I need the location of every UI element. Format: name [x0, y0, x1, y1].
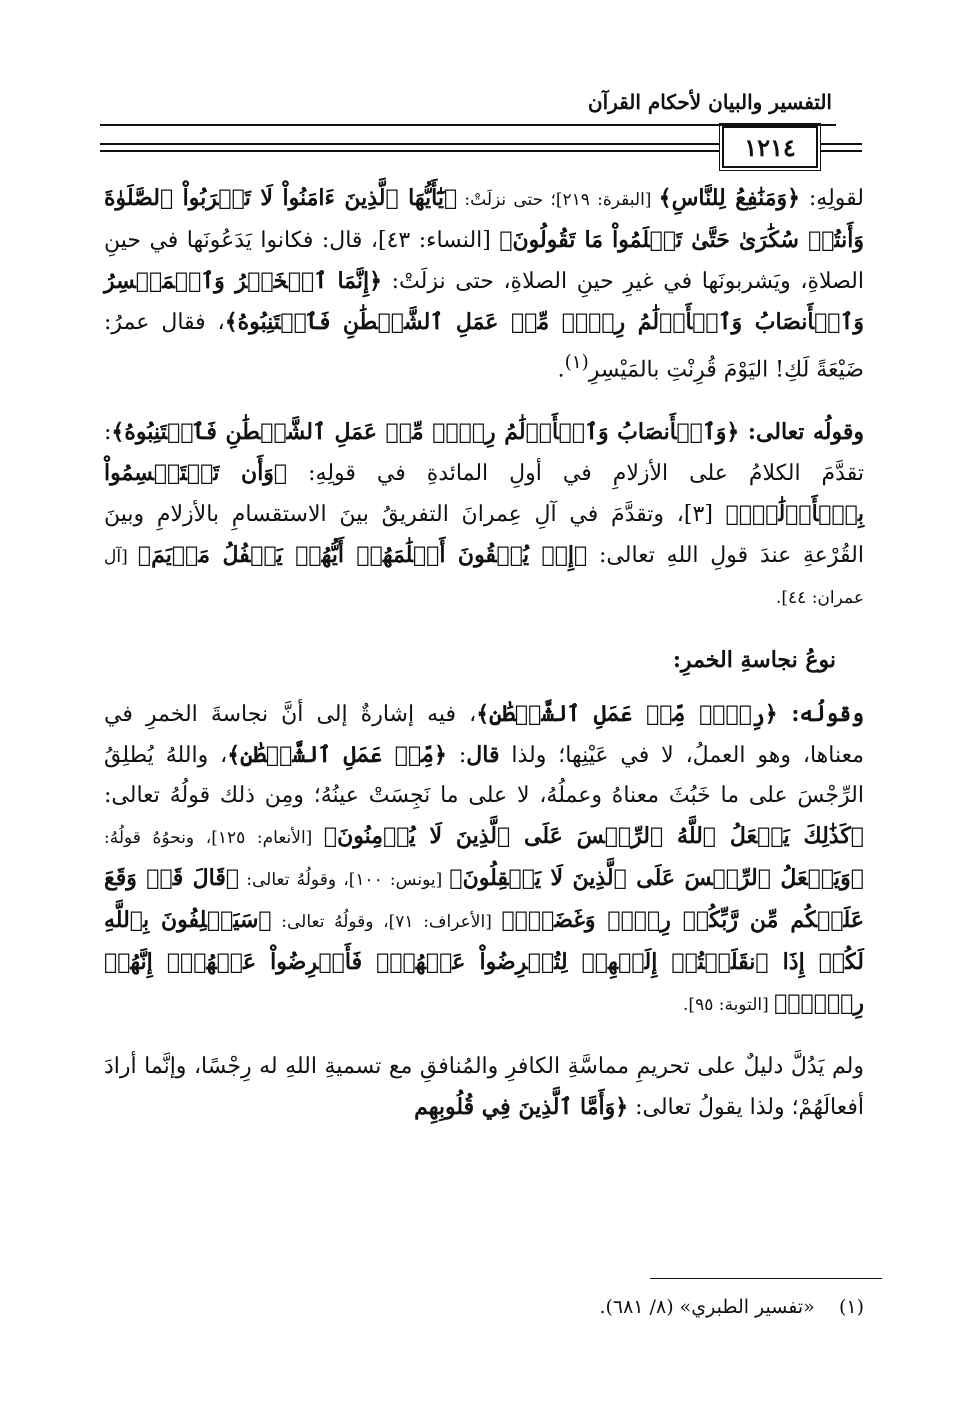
text-run: [النساء: ٤٣]، قال: فكانوا يَدَعُونَها في حينِ الصلاةِ، ويَشربونَها في غيرِ حينِ الصلاةِ، حتى نزلَتْ:: [104, 228, 864, 294]
footnote-text: «تفسير الطبري» (٨/ ٦٨١).: [599, 1296, 815, 1318]
text-run: .: [557, 357, 565, 383]
quran-verse: ﴿مِّنۡ عَمَلِ ٱلشَّيۡطَٰنِ﴾: [227, 742, 447, 769]
quran-verse: ﴿وَٱلۡأَنصَابُ وَٱلۡأَزۡلَٰمُ رِجۡسٞ مِّنۡ عَمَلِ ٱلشَّيۡطَٰنِ فَٱجۡتَنِبُوهُ﴾: [111, 419, 740, 446]
page-number-box: [722, 126, 818, 168]
text-run: ، واللهُ يُطلِقُ الرِّجْسَ على ما خَبُثَ معناهُ وعملُهُ، لا على ما نَجِسَتْ عينُهُ؛ ومِن ذلك قولُهُ تعالى:: [104, 743, 864, 809]
verse-reference: [التوبة: ٩٥].: [683, 995, 775, 1016]
running-header-title: التفسير والبيان لأحكام القرآن: [587, 90, 832, 114]
text-run: لقولِهِ:: [800, 186, 864, 211]
body-paragraph: [104, 694, 864, 1025]
quran-verse: ﴿كَذَٰلِكَ يَجۡعَلُ ٱللَّهُ ٱلرِّجۡسَ عَلَى ٱلَّذِينَ لَا يُؤۡمِنُونَ﴾: [323, 823, 864, 850]
quran-verse: ﴿وَيَجۡعَلُ ٱلرِّجۡسَ عَلَى ٱلَّذِينَ لَا يَعۡقِلُونَ﴾: [449, 865, 865, 892]
text-run: :: [446, 743, 467, 769]
bold-lead: وقولُه:: [777, 701, 864, 728]
header-rule: [100, 150, 720, 152]
body-paragraph: [104, 178, 864, 390]
page-number: ١٢١٤: [744, 132, 796, 162]
header-rule: [820, 143, 862, 145]
header-rule: [100, 143, 720, 145]
text-run: ، فيه إشارةٌ إلى أنَّ نجاسةَ الخمرِ في معناها، وهو العملُ، لا في عَيْنِها؛ ولذا: [104, 702, 865, 769]
footnote-separator: [650, 1278, 882, 1279]
main-text-body: [104, 178, 864, 1150]
quran-verse: ﴿إِنَّمَا ٱلۡخَمۡرُ وَٱلۡمَيۡسِرُ وَٱلۡأَنصَابُ وَٱلۡأَزۡلَٰمُ رِجۡسٞ مِّنۡ عَمَلِ ٱلشَّيۡطَٰنِ فَٱجۡتَنِبُوهُ﴾: [104, 268, 864, 335]
verse-reference: [البقرة: ٢١٩]؛ حتى نزلَتْ:: [457, 190, 659, 210]
quran-verse: ﴿قَالَ قَدۡ وَقَعَ عَلَيۡكُم مِّن رَّبِّكُمۡ رِجۡسٞ وَغَضَبٌۖ﴾: [104, 865, 864, 934]
verse-reference: [آل عمران: ٤٤].: [104, 547, 864, 609]
header-rule: [820, 150, 862, 152]
quran-verse: ﴿يَٰٓأَيُّهَا ٱلَّذِينَ ءَامَنُواْ لَا تَقۡرَبُواْ ٱلصَّلَوٰةَ وَأَنتُمۡ سُكَٰرَىٰ حَتَّىٰ تَعۡلَمُواْ مَا تَقُولُونَ﴾: [104, 185, 864, 253]
body-paragraph: [104, 1047, 864, 1128]
body-paragraph: [104, 412, 864, 618]
verse-reference: [يونس: ١٠٠]، وقولُهُ تعالى:: [239, 870, 450, 891]
footnote-marker: (١): [838, 1296, 864, 1318]
footnote-reference: (١): [564, 352, 589, 373]
text-run: ولم يَدُلَّ دليلٌ على تحريمِ مماسَّةِ الكافرِ والمُنافقِ مع تسميةِ اللهِ له رِجْسًا، وإنَّما أرادَ أفعالَهُمْ؛ ولذا يقولُ تعالى:: [104, 1054, 864, 1121]
quran-verse: ﴿سَيَحۡلِفُونَ بِٱللَّهِ لَكُمۡ إِذَا ٱنقَلَبۡتُمۡ إِلَيۡهِمۡ لِتُعۡرِضُواْ عَنۡهُمۡۖ فَأَعۡرِضُواْ عَنۡهُمۡۖ إِنَّهُمۡ رِجۡسٞۖ﴾: [104, 907, 864, 1017]
text-run: ، فقال عمرُ: ضَيْعَةً لَكِ! اليَوْمَ قُرِنْتِ بالمَيْسِرِ: [104, 310, 864, 383]
verse-reference: [الأعراف: ٧١]، وقولُهُ تعالى:: [271, 912, 502, 933]
quran-verse: ﴿وَأَن تَسۡتَقۡسِمُواْ بِٱلۡأَزۡلَٰمِۚ﴾: [104, 460, 865, 528]
quran-verse: ﴿إِذۡ يُلۡقُونَ أَقۡلَٰمَهُمۡ أَيُّهُمۡ يَكۡفُلُ مَرۡيَمَ﴾: [137, 542, 588, 569]
bold-lead: وقولُه تعالى:: [739, 419, 864, 446]
quran-verse: ﴿وَمَنَٰفِعُ لِلنَّاسِ﴾: [658, 185, 801, 211]
quran-verse: ﴿رِجۡسٞ مِّنۡ عَمَلِ ٱلشَّيۡطَٰنِ﴾: [476, 701, 778, 728]
verse-reference: [الأنعام: ١٢٥]، ونحوُهُ قولُهُ:: [104, 828, 324, 849]
text-run: : تقدَّمَ الكلامُ على الأزلامِ في أولِ المائدةِ في قولِهِ:: [104, 420, 864, 487]
footnote: [364, 1292, 864, 1322]
text-run: [٣]، وتقدَّمَ في آلِ عِمرانَ التفريقُ بينَ الاستقسامِ بالأزلامِ وبينَ القُرْعةِ عندَ قولِ اللهِ تعالى:: [104, 502, 864, 569]
section-heading: نوعُ نجاسةِ الخمرِ:: [672, 647, 836, 674]
bold-lead: قال: [466, 742, 500, 769]
quran-verse: ﴿وَأَمَّا ٱلَّذِينَ فِي قُلُوبِهِم: [414, 1094, 629, 1121]
